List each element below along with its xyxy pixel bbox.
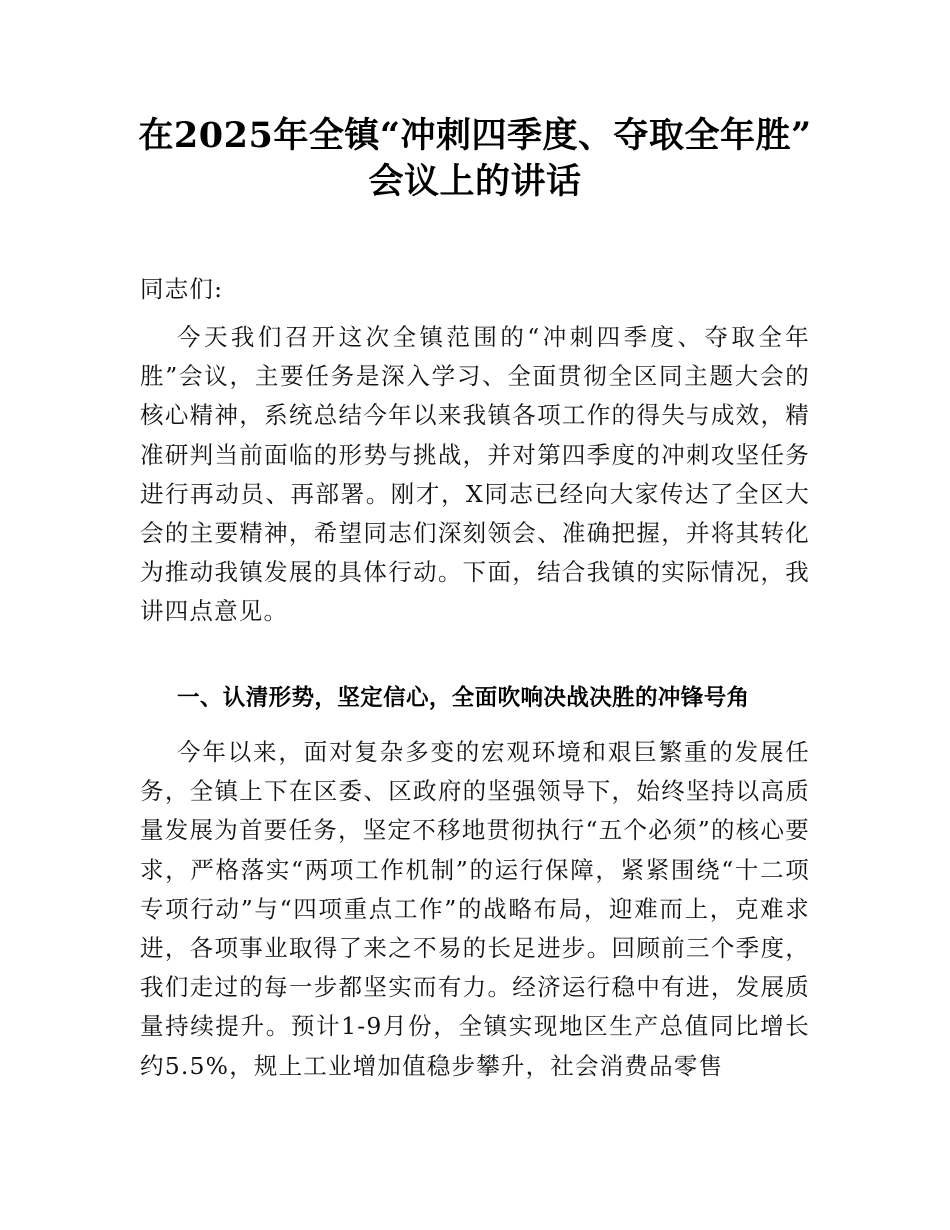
section-heading-1: 一、认清形势，坚定信心，全面吹响决战决胜的冲锋号角 [177, 685, 750, 711]
paragraph-intro: 今天我们召开这次全镇范围的“冲刺四季度、夺取全年胜”会议，主要任务是深入学习、全面贯彻全区同主题大会的核心精神，系统总结今年以来我镇各项工作的得失与成效，精准研判当前面临的形势与挑战，并对第四季度的冲刺攻坚任务进行再动员、再部署。刚才，X同志已经向大家传达了全区大会的主要精神，希望同志们深刻领会、准确把握，并将其转化为推动我镇发展的具体行动。下面，结合我镇的实际情况，我讲四点意见。 [140, 323, 810, 626]
document-title-line-1: 在2025年全镇“冲刺四季度、夺取全年胜” [138, 115, 812, 156]
document-title-line-2: 会议上的讲话 [368, 161, 582, 202]
paragraph-section-1: 今年以来，面对复杂多变的宏观环境和艰巨繁重的发展任务，全镇上下在区委、区政府的坚强领导下，始终坚持以高质量发展为首要任务，坚定不移地贯彻执行“五个必须”的核心要求，严格落实“两项工作机制”的运行保障，紧紧围绕“十二项专项行动”与“四项重点工作”的战略布局，迎难而上，克难求进，各项事业取得了来之不易的长足进步。回顾前三个季度，我们走过的每一步都坚实而有力。经济运行稳中有进，发展质量持续提升。预计1-9月份，全镇实现地区生产总值同比增长约5.5%，规上工业增加值稳步攀升，社会消费品零售 [140, 738, 810, 1080]
salutation: 同志们: [140, 275, 224, 303]
